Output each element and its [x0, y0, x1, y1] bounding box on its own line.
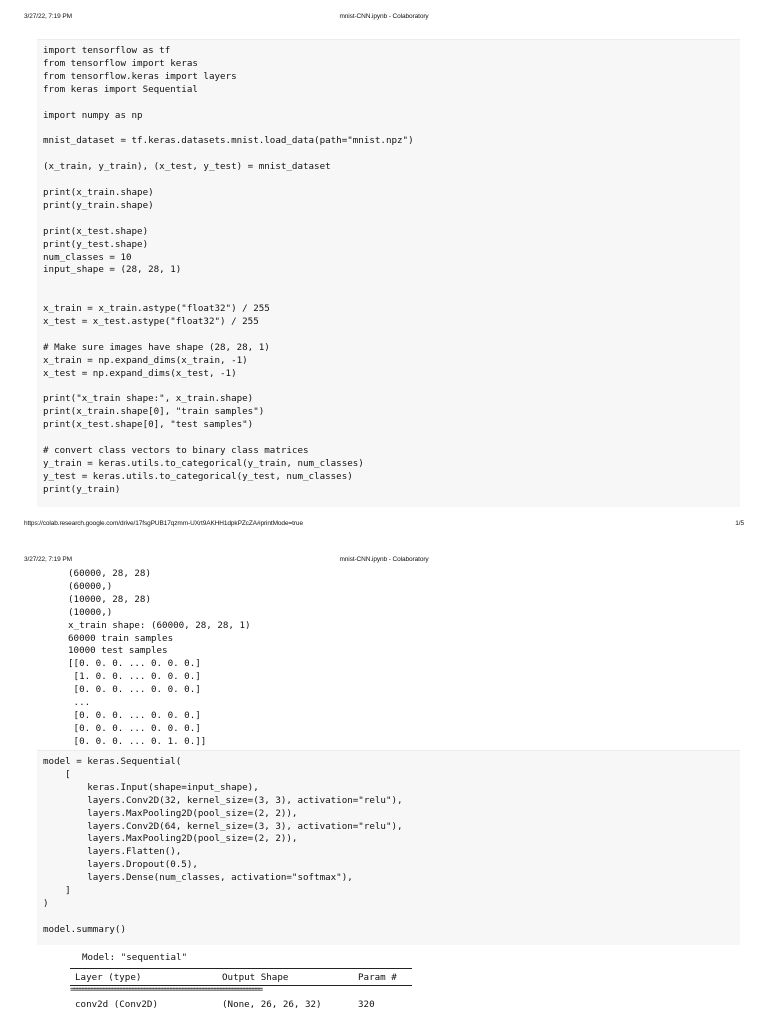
layer-output-shape: (None, 26, 26, 32) [222, 999, 322, 1010]
table-row [70, 998, 412, 1012]
page1-footer [24, 520, 744, 527]
print-datetime: 3/27/22, 7:19 PM [24, 13, 72, 20]
print-datetime: 3/27/22, 7:19 PM [24, 556, 72, 563]
col-header-output-shape: Output Shape [222, 972, 289, 983]
page1-header [24, 13, 744, 20]
output-text: (60000, 28, 28) (60000,) (10000, 28, 28) (10000,) x_train shape: (60000, 28, 28, 1) 60000 train samples 10000 test samples [[0. 0. 0. ... 0. 0. 0.] [1. 0. 0. ... 0. 0. 0.] [0. 0. 0. ... 0. 0. 0.] ... [0. 0. 0. ... 0. 0. 0.] [0. 0. 0. ... 0. 0. 0.] [0. 0. 0. ... 0. 1. 0.]] [68, 568, 251, 747]
page-number: 1/5 [735, 520, 744, 527]
print-title: mnist-CNN.ipynb - Colaboratory [339, 556, 429, 563]
model-summary-title: Model: "sequential" [82, 952, 188, 963]
code-cell-model[interactable] [37, 750, 740, 945]
print-url: https://colab.research.google.com/drive/17fsgPUB17qzmm-UXrt9AKHH1dpkPZcZA#printMode=true [24, 520, 303, 527]
page2-header [24, 556, 744, 563]
code-cell-imports[interactable] [37, 39, 740, 507]
model-summary-table [70, 968, 412, 1012]
col-header-layer: Layer (type) [75, 972, 142, 983]
table-top-rule [70, 968, 412, 969]
table-double-rule: ================================================================= [70, 986, 261, 995]
code-text: import tensorflow as tf from tensorflow import keras from tensorflow.keras import layers from keras import Sequential import numpy as np mnist_dataset = tf.keras.datasets.mnist.load_data(path="mnist.npz") (x_train, y_train), (x_test, y_test) = mnist_dataset print(x_train.shape) print(y_train.shape) print(x_test.shape) print(y_test.shape) num_classes = 10 input_shape = (28, 28, 1) x_train = x_train.astype("float32") / 255 x_test = x_test.astype("float32") / 255 # Make sure images have shape (28, 28, 1) x_train = np.expand_dims(x_train, -1) x_test = np.expand_dims(x_test, -1) print("x_train shape:", x_train.shape) print(x_train.shape[0], "train samples") print(x_test.shape[0], "test samples") # convert class vectors to binary class matrices y_train = keras.utils.to_categorical(y_train, num_classes) y_test = keras.utils.to_categorical(y_test, num_classes) print(y_train) [43, 45, 414, 495]
cell-output [68, 568, 251, 749]
print-title: mnist-CNN.ipynb - Colaboratory [339, 13, 429, 20]
layer-name: conv2d (Conv2D) [75, 999, 158, 1010]
col-header-params: Param # [358, 972, 397, 983]
code-text: model = keras.Sequential( [ keras.Input(shape=input_shape), layers.Conv2D(32, kernel_size=(3, 3), activation="relu"), layers.MaxPooling2D(pool_size=(2, 2)), layers.Conv2D(64, kernel_size=(3, 3), activation="relu"), layers.MaxPooling2D(pool_size=(2, 2)), layers.Flatten(), layers.Dropout(0.5), layers.Dense(num_classes, activation="softmax"), ] ) model.summary() [43, 756, 403, 935]
table-header-row [70, 971, 412, 985]
layer-params: 320 [358, 999, 375, 1010]
